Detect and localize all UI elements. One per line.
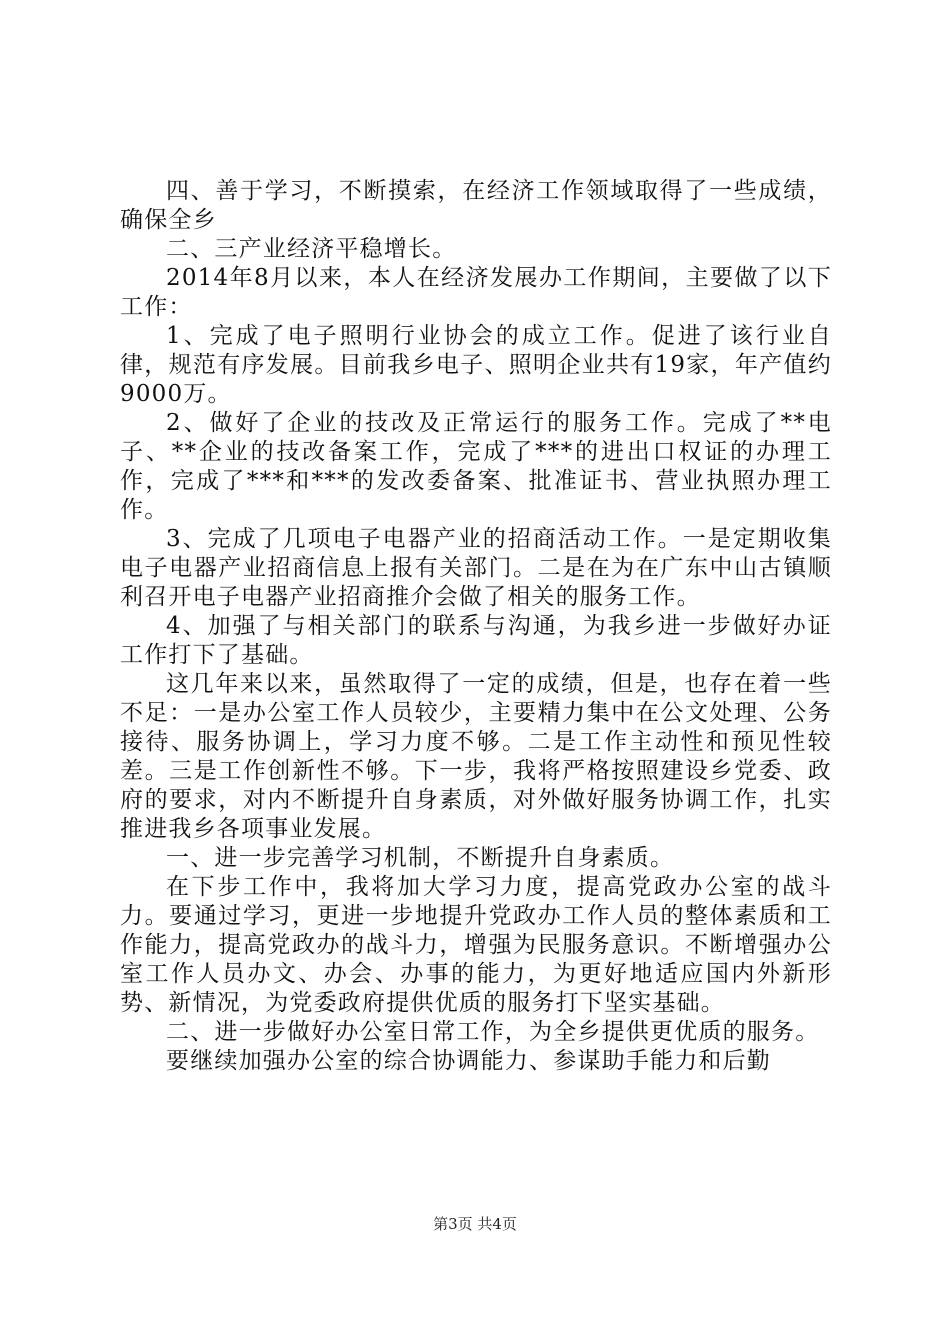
paragraph-heading-study: 一、进一步完善学习机制，不断提升自身素质。 <box>166 845 675 871</box>
page-number-footer: 第3页 共4页 <box>433 1215 517 1233</box>
paragraph-item-3: 3、完成了几项电子电器产业的招商活动工作。一是定期收集电子电器产业招商信息上报有关部门。二是在为在广东中山古镇顺利召开电子电器产业招商推介会做了相关的服务工作。 <box>120 526 832 610</box>
paragraph-item-4: 4、加强了与相关部门的联系与沟通，为我乡进一步做好办证工作打下了基础。 <box>120 613 832 668</box>
paragraph-industry-growth: 二、三产业经济平稳增长。 <box>166 236 457 262</box>
paragraph-heading-daily-work: 二、进一步做好办公室日常工作，为全乡提供更优质的服务。 <box>166 1019 820 1045</box>
paragraph-item-2: 2、做好了企业的技改及正常运行的服务工作。完成了**电子、**企业的技改备案工作，完成了***的进出口权证的办理工作，完成了***和***的发改委备案、批准证书、营业执照办理工作。 <box>120 410 832 523</box>
paragraph-intro-4: 四、善于学习，不断摸索，在经济工作领域取得了一些成绩，确保全乡 <box>120 178 832 233</box>
paragraph-work-summary-intro: 2014年8月以来，本人在经济发展办工作期间，主要做了以下工作： <box>120 265 832 320</box>
paragraph-study-plan: 在下步工作中，我将加大学习力度，提高党政办公室的战斗力。要通过学习，更进一步地提升党政办工作人员的整体素质和工作能力，提高党政办的战斗力，增强为民服务意识。不断增强办公室工作人员办文、办会、办事的能力，为更好地适应国内外新形势、新情况，为党委政府提供优质的服务打下坚实基础。 <box>120 874 832 1016</box>
paragraph-coordination: 要继续加强办公室的综合协调能力、参谋助手能力和后勤 <box>166 1048 771 1074</box>
paragraph-shortcomings: 这几年来以来，虽然取得了一定的成绩，但是，也存在着一些不足：一是办公室工作人员较少，主要精力集中在公文处理、公务接待、服务协调上，学习力度不够。二是工作主动性和预见性较差。三是工作创新性不够。下一步，我将严格按照建设乡党委、政府的要求，对内不断提升自身素质，对外做好服务协调工作，扎实推进我乡各项事业发展。 <box>120 671 832 842</box>
paragraph-item-1: 1、完成了电子照明行业协会的成立工作。促进了该行业自律，规范有序发展。目前我乡电子、照明企业共有19家，年产值约9000万。 <box>120 323 832 407</box>
document-body <box>120 177 832 1076</box>
